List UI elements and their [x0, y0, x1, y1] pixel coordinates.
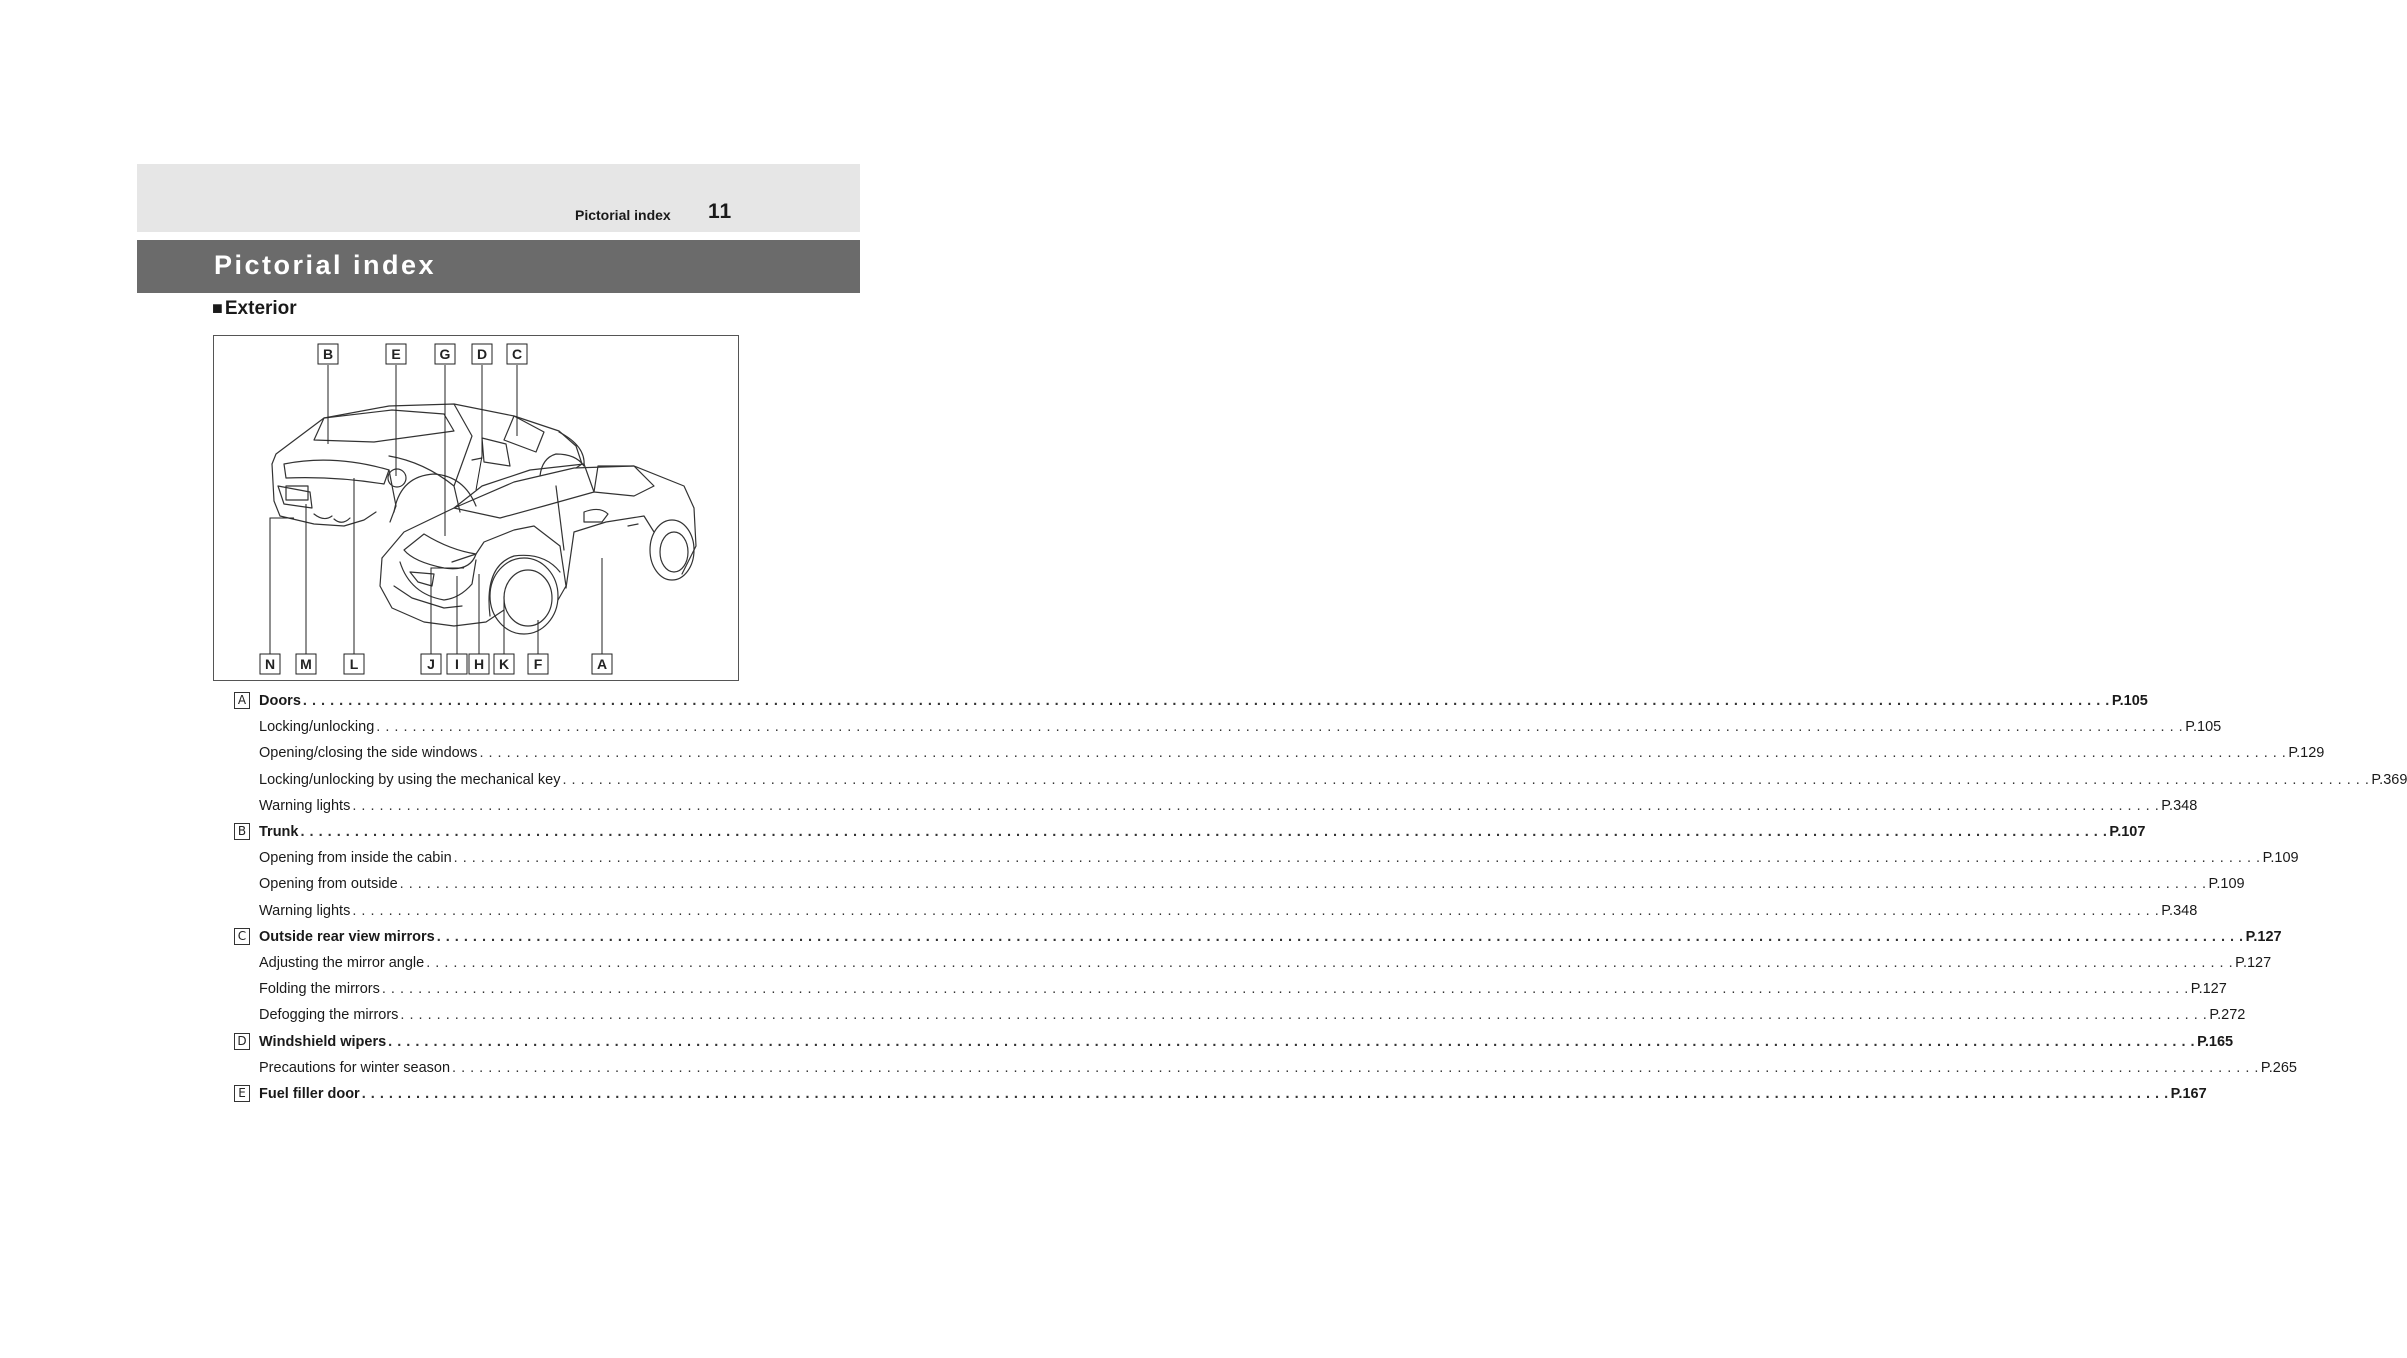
entry-page: P.167 — [2170, 1086, 2207, 1102]
sub-entry-label: Locking/unlocking by using the mechanical key — [259, 771, 561, 788]
entry-label: Fuel filler door — [259, 1086, 360, 1102]
dot-leader: . . . . . . . . . . . . . . . . . . . . . . . . . . . . . . . . . . . . . . . . . . . . . . . . . . . . . . . . . . . . . . . . . . . . . . . . . . . . . . . . . . . . . . . . . . . . . . . . . . . . . . . . . . . . . . . . . . . . . . . . . . . . . . . . . . . . . . . . . . . . . . . . . . . . . . . . . . . . . . . . . . . . . . . . . . . . . . . . . . . . . . . . . . . . . . . . . . . . . . . . — [300, 824, 2108, 840]
sub-entry-label: Opening from inside the cabin — [259, 850, 452, 867]
entry-badge: C — [234, 928, 250, 945]
index-entry-main — [259, 1029, 2234, 1055]
dot-leader: . . . . . . . . . . . . . . . . . . . . . . . . . . . . . . . . . . . . . . . . . . . . . . . . . . . . . . . . . . . . . . . . . . . . . . . . . . . . . . . . . . . . . . . . . . . . . . . . . . . . . . . . . . . . . . . . . . . . . . . . . . . . . . . . . . . . . . . . . . . . . . . . . . . . . . . . . . . . . . . . . . . . . . . . . . . . . . . . . . . . . . . . . . . . . . . . . . . . . . . . — [400, 1007, 2208, 1024]
entry-page: P.127 — [2245, 928, 2282, 945]
entry-badge: B — [234, 823, 250, 840]
header-band — [137, 164, 860, 232]
index-entry-main — [259, 1081, 2207, 1107]
callout-label: H — [473, 656, 485, 672]
square-bullet-icon: ■ — [212, 298, 223, 318]
callout-label: K — [498, 656, 510, 672]
sub-entry-label: Warning lights — [259, 797, 351, 814]
sub-entry-page: P.127 — [2235, 955, 2272, 971]
index-entry-sub — [259, 767, 2407, 793]
index-entry-sub — [259, 845, 2299, 871]
sub-entry-page: P.129 — [2288, 745, 2325, 762]
dot-leader: . . . . . . . . . . . . . . . . . . . . . . . . . . . . . . . . . . . . . . . . . . . . . . . . . . . . . . . . . . . . . . . . . . . . . . . . . . . . . . . . . . . . . . . . . . . . . . . . . . . . . . . . . . . . . . . . . . . . . . . . . . . . . . . . . . . . . . . . . . . . . . . . . . . . . . . . . . . . . . . . . . . . . . . . . . . . . . . . . . . . . . . . . . . . . . . . . . . . . . . . — [453, 850, 2261, 867]
dot-leader: . . . . . . . . . . . . . . . . . . . . . . . . . . . . . . . . . . . . . . . . . . . . . . . . . . . . . . . . . . . . . . . . . . . . . . . . . . . . . . . . . . . . . . . . . . . . . . . . . . . . . . . . . . . . . . . . . . . . . . . . . . . . . . . . . . . . . . . . . . . . . . . . . . . . . . . . . . . . . . . . . . . . . . . . . . . . . . . . . . . . . . . . . . . . . . . . . . . . . . . . — [361, 1086, 2169, 1102]
header-section-title: Pictorial index — [575, 207, 671, 223]
entry-badge: E — [234, 1085, 250, 1102]
callout-label: B — [322, 346, 334, 362]
entry-label: Doors — [259, 693, 301, 709]
index-entry-sub — [259, 1055, 2297, 1081]
sub-entry-page: P.109 — [2208, 876, 2245, 893]
callout-labels-bottom — [260, 654, 612, 674]
sub-entry-label: Opening/closing the side windows — [259, 745, 478, 762]
dot-leader: . . . . . . . . . . . . . . . . . . . . . . . . . . . . . . . . . . . . . . . . . . . . . . . . . . . . . . . . . . . . . . . . . . . . . . . . . . . . . . . . . . . . . . . . . . . . . . . . . . . . . . . . . . . . . . . . . . . . . . . . . . . . . . . . . . . . . . . . . . . . . . . . . . . . . . . . . . . . . . . . . . . . . . . . . . . . . . . . . . . . . . . . . . . . . . . . . . . . . . . . — [376, 719, 2184, 736]
sub-entry-label: Warning lights — [259, 902, 351, 919]
sub-entry-label: Precautions for winter season — [259, 1059, 451, 1076]
entry-label: Outside rear view mirrors — [259, 928, 435, 945]
sub-entry-page: P.127 — [2190, 981, 2227, 998]
dot-leader: . . . . . . . . . . . . . . . . . . . . . . . . . . . . . . . . . . . . . . . . . . . . . . . . . . . . . . . . . . . . . . . . . . . . . . . . . . . . . . . . . . . . . . . . . . . . . . . . . . . . . . . . . . . . . . . . . . . . . . . . . . . . . . . . . . . . . . . . . . . . . . . . . . . . . . . . . . . . . . . . . . . . . . . . . . . . . . . . . . . . . . . . . . . . . . . . . . . . . . . . — [479, 745, 2287, 762]
exterior-figure — [213, 335, 739, 681]
callout-label: I — [455, 656, 459, 672]
callout-label: F — [533, 656, 543, 672]
callout-label: G — [439, 346, 451, 362]
dot-leader: . . . . . . . . . . . . . . . . . . . . . . . . . . . . . . . . . . . . . . . . . . . . . . . . . . . . . . . . . . . . . . . . . . . . . . . . . . . . . . . . . . . . . . . . . . . . . . . . . . . . . . . . . . . . . . . . . . . . . . . . . . . . . . . . . . . . . . . . . . . . . . . . . . . . . . . . . . . . . . . . . . . . . . . . . . . . . . . . . . . . . . . . . . . . . . . . . . . . . . . . — [452, 1059, 2259, 1076]
index-entry-sub — [259, 793, 2198, 819]
sub-entry-page: P.348 — [2161, 797, 2198, 814]
callout-labels-top — [318, 344, 527, 364]
entry-page: P.165 — [2197, 1033, 2234, 1050]
dot-leader: . . . . . . . . . . . . . . . . . . . . . . . . . . . . . . . . . . . . . . . . . . . . . . . . . . . . . . . . . . . . . . . . . . . . . . . . . . . . . . . . . . . . . . . . . . . . . . . . . . . . . . . . . . . . . . . . . . . . . . . . . . . . . . . . . . . . . . . . . . . . . . . . . . . . . . . . . . . . . . . . . . . . . . . . . . . . . . . . . . . . . . . . . . . . . . . . . . . . . . . . — [436, 928, 2244, 945]
sub-entry-label: Adjusting the mirror angle — [259, 955, 425, 971]
dot-leader: . . . . . . . . . . . . . . . . . . . . . . . . . . . . . . . . . . . . . . . . . . . . . . . . . . . . . . . . . . . . . . . . . . . . . . . . . . . . . . . . . . . . . . . . . . . . . . . . . . . . . . . . . . . . . . . . . . . . . . . . . . . . . . . . . . . . . . . . . . . . . . . . . . . . . . . . . . . . . . . . . . . . . . . . . . . . . . . . . . . . . . . . . . . . . . . . . . . . . . . . — [352, 797, 2160, 814]
sub-entry-label: Folding the mirrors — [259, 981, 380, 998]
dot-leader: . . . . . . . . . . . . . . . . . . . . . . . . . . . . . . . . . . . . . . . . . . . . . . . . . . . . . . . . . . . . . . . . . . . . . . . . . . . . . . . . . . . . . . . . . . . . . . . . . . . . . . . . . . . . . . . . . . . . . . . . . . . . . . . . . . . . . . . . . . . . . . . . . . . . . . . . . . . . . . . . . . . . . . . . . . . . . . . . . . . . . . . . . . . . . . . . . . . . . . . . — [399, 876, 2207, 893]
callout-label: N — [264, 656, 276, 672]
sub-entry-label: Opening from outside — [259, 876, 398, 893]
callout-label: C — [511, 346, 523, 362]
callout-label: A — [596, 656, 608, 672]
entry-badge: D — [234, 1033, 250, 1050]
index-entry-sub — [259, 1002, 2246, 1028]
index-entry-main — [259, 688, 2148, 714]
callout-label: J — [427, 656, 435, 672]
sub-entry-page: P.105 — [2185, 719, 2222, 736]
dot-leader: . . . . . . . . . . . . . . . . . . . . . . . . . . . . . . . . . . . . . . . . . . . . . . . . . . . . . . . . . . . . . . . . . . . . . . . . . . . . . . . . . . . . . . . . . . . . . . . . . . . . . . . . . . . . . . . . . . . . . . . . . . . . . . . . . . . . . . . . . . . . . . . . . . . . . . . . . . . . . . . . . . . . . . . . . . . . . . . . . . . . . . . . . . . . . . . . . . . . . . . . — [388, 1033, 2196, 1050]
page-title: Pictorial index — [214, 250, 437, 280]
index-entry-sub — [259, 976, 2227, 1002]
index-entry-sub — [259, 898, 2198, 924]
sub-entry-label: Locking/unlocking — [259, 719, 375, 736]
index-entry-main — [259, 819, 2146, 845]
subsection-label: Exterior — [224, 298, 297, 319]
page-number: 11 — [708, 200, 733, 223]
car-illustration — [214, 336, 740, 682]
index-entry-sub — [259, 950, 2272, 976]
index-entry-sub — [259, 740, 2325, 766]
sub-entry-label: Defogging the mirrors — [259, 1007, 399, 1024]
subsection-heading — [212, 298, 297, 320]
callout-label: D — [476, 346, 488, 362]
sub-entry-page: P.265 — [2260, 1059, 2297, 1076]
entry-page: P.105 — [2111, 693, 2148, 709]
callout-label: L — [349, 656, 359, 672]
sub-entry-page: P.369 — [2371, 771, 2407, 788]
index-entry-main — [259, 924, 2282, 950]
sub-entry-page: P.348 — [2161, 902, 2198, 919]
entry-label: Trunk — [259, 824, 299, 840]
entry-badge: A — [234, 692, 250, 709]
index-entry-sub — [259, 714, 2222, 740]
dot-leader: . . . . . . . . . . . . . . . . . . . . . . . . . . . . . . . . . . . . . . . . . . . . . . . . . . . . . . . . . . . . . . . . . . . . . . . . . . . . . . . . . . . . . . . . . . . . . . . . . . . . . . . . . . . . . . . . . . . . . . . . . . . . . . . . . . . . . . . . . . . . . . . . . . . . . . . . . . . . . . . . . . . . . . . . . . . . . . . . . . . . . . . . . . . . . . . . . . . . . . . . — [381, 981, 2189, 998]
callout-label: E — [391, 346, 401, 362]
entry-label: Windshield wipers — [259, 1033, 387, 1050]
entry-page: P.107 — [2109, 824, 2146, 840]
index-entry-sub — [259, 871, 2245, 897]
dot-leader: . . . . . . . . . . . . . . . . . . . . . . . . . . . . . . . . . . . . . . . . . . . . . . . . . . . . . . . . . . . . . . . . . . . . . . . . . . . . . . . . . . . . . . . . . . . . . . . . . . . . . . . . . . . . . . . . . . . . . . . . . . . . . . . . . . . . . . . . . . . . . . . . . . . . . . . . . . . . . . . . . . . . . . . . . . . . . . . . . . . . . . . . . . . . . . . . . . . . . . . . — [426, 955, 2234, 971]
sub-entry-page: P.272 — [2209, 1007, 2246, 1024]
dot-leader: . . . . . . . . . . . . . . . . . . . . . . . . . . . . . . . . . . . . . . . . . . . . . . . . . . . . . . . . . . . . . . . . . . . . . . . . . . . . . . . . . . . . . . . . . . . . . . . . . . . . . . . . . . . . . . . . . . . . . . . . . . . . . . . . . . . . . . . . . . . . . . . . . . . . . . . . . . . . . . . . . . . . . . . . . . . . . . . . . . . . . . . . . . . . . . . . . . . . . . . . — [302, 693, 2110, 709]
dot-leader: . . . . . . . . . . . . . . . . . . . . . . . . . . . . . . . . . . . . . . . . . . . . . . . . . . . . . . . . . . . . . . . . . . . . . . . . . . . . . . . . . . . . . . . . . . . . . . . . . . . . . . . . . . . . . . . . . . . . . . . . . . . . . . . . . . . . . . . . . . . . . . . . . . . . . . . . . . . . . . . . . . . . . . . . . . . . . . . . . . . . . . . . . . . . . . . . . . . . . . . . — [562, 771, 2370, 788]
callout-label: M — [300, 656, 312, 672]
dot-leader: . . . . . . . . . . . . . . . . . . . . . . . . . . . . . . . . . . . . . . . . . . . . . . . . . . . . . . . . . . . . . . . . . . . . . . . . . . . . . . . . . . . . . . . . . . . . . . . . . . . . . . . . . . . . . . . . . . . . . . . . . . . . . . . . . . . . . . . . . . . . . . . . . . . . . . . . . . . . . . . . . . . . . . . . . . . . . . . . . . . . . . . . . . . . . . . . . . . . . . . . — [352, 902, 2160, 919]
front-car-illustration — [380, 464, 696, 634]
sub-entry-page: P.109 — [2262, 850, 2299, 867]
